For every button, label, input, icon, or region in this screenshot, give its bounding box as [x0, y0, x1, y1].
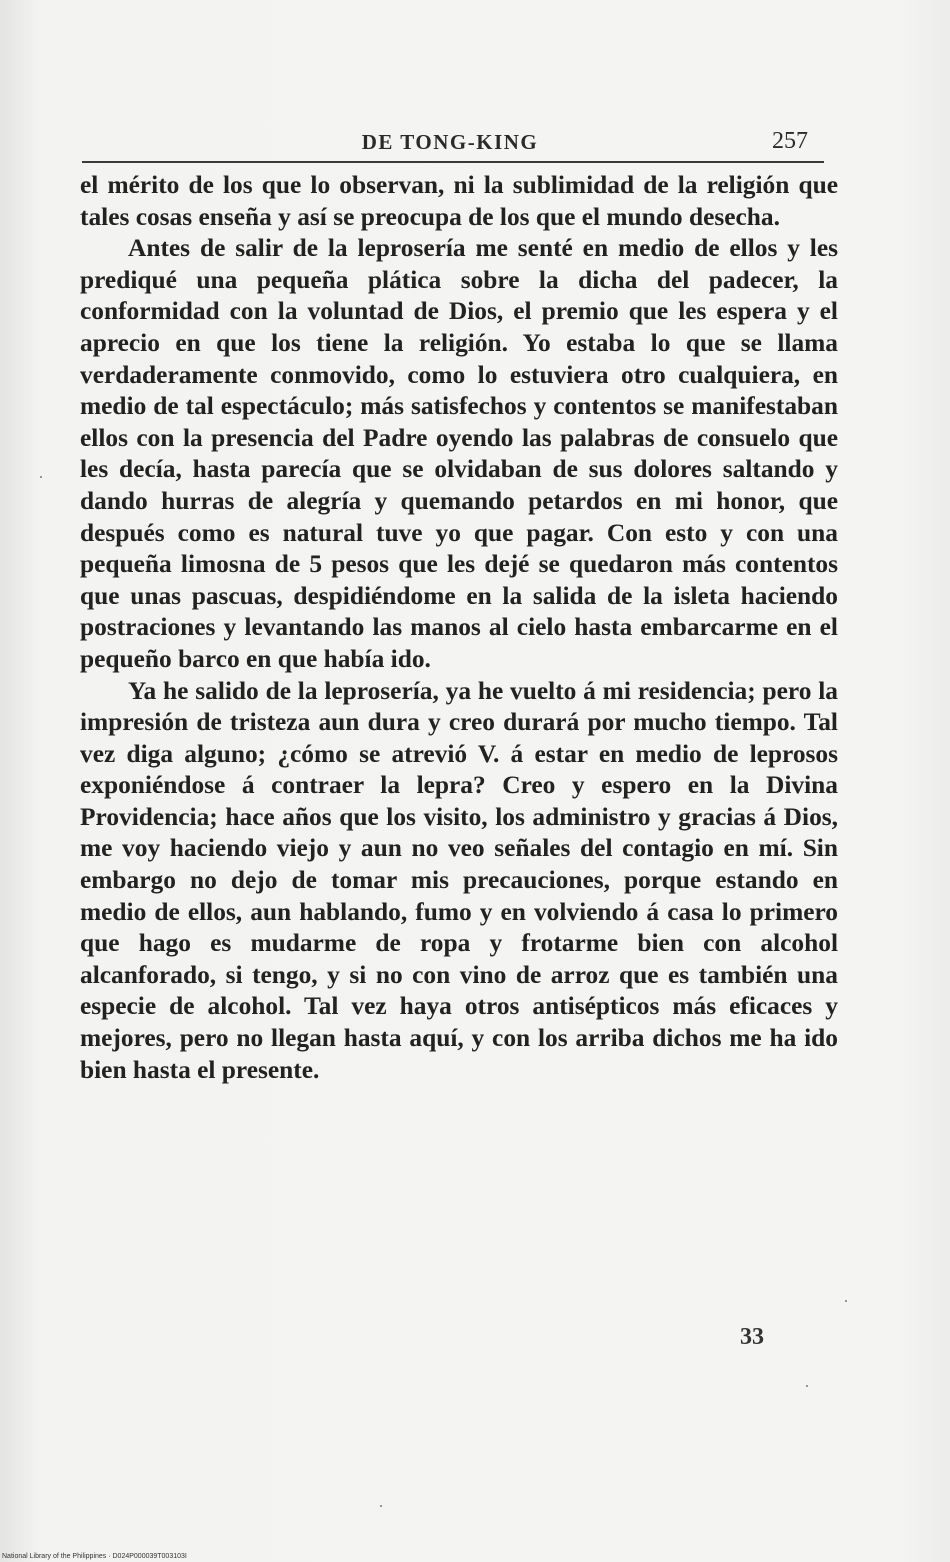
scan-speck	[380, 1505, 382, 1507]
body-text	[80, 170, 838, 1086]
paragraph-2: Antes de salir de la leprosería me senté en medio de ellos y les prediqué una pequeña plática sobre la dicha del padecer, la conformidad con la voluntad de Dios, el premio que les espera y el aprecio en que los tiene la religión. Yo estaba lo que se llama verdaderamente conmovido, como lo estuviera otro cualquiera, en medio de tal espectáculo; más satisfechos y contentos se manifestaban ellos con la presencia del Padre oyendo las palabras de consuelo que les decía, hasta parecía que se olvidaban de sus dolores saltando y dando hurras de alegría y quemando petardos en mi honor, que después como es natural tuve yo que pagar. Con esto y con una pequeña limosna de 5 pesos que les dejé se quedaron más contentos que unas pascuas, despidiéndome en la salida de la isleta haciendo postraciones y levantando las manos al cielo hasta embarcarme en el pequeño barco en que había ido.	[80, 234, 838, 673]
scan-speck	[806, 1385, 808, 1387]
page-number: 257	[772, 128, 808, 154]
paragraph-1: el mérito de los que lo observan, ni la sublimidad de la religión que tales cosas enseña y así se preocupa de los que el mundo desecha.	[80, 171, 838, 231]
paragraph-3: Ya he salido de la leprosería, ya he vuelto á mi residencia; pero la impresión de tristeza aun dura y creo durará por mucho tiempo. Tal vez diga alguno; ¿cómo se atrevió V. á estar en medio de leprosos exponiéndose á contraer la lepra? Creo y espero en la Divina Providencia; hace años que los visito, los administro y gracias á Dios, me voy haciendo viejo y aun no veo señales del contagio en mí. Sin embargo no dejo de tomar mis precauciones, porque estando en medio de ellos, aun hablando, fumo y en volviendo á casa lo primero que hago es mudarme de ropa y frotarme bien con alcohol alcanforado, si tengo, y si no con vino de arroz que es también una especie de alcohol. Tal vez haya otros antisépticos más eficaces y mejores, pero no llegan hasta aquí, y con los arriba dichos me ha ido bien hasta el presente.	[80, 676, 838, 1084]
scan-speck	[845, 1300, 847, 1302]
running-head: DE TONG-KING	[361, 130, 539, 154]
signature-mark: 33	[740, 1324, 764, 1350]
scan-speck	[40, 476, 42, 478]
footer-credit: National Library of the Philippines · D024P000039T003103I	[2, 1553, 187, 1560]
page-header	[78, 126, 822, 160]
header-rule	[82, 161, 824, 163]
